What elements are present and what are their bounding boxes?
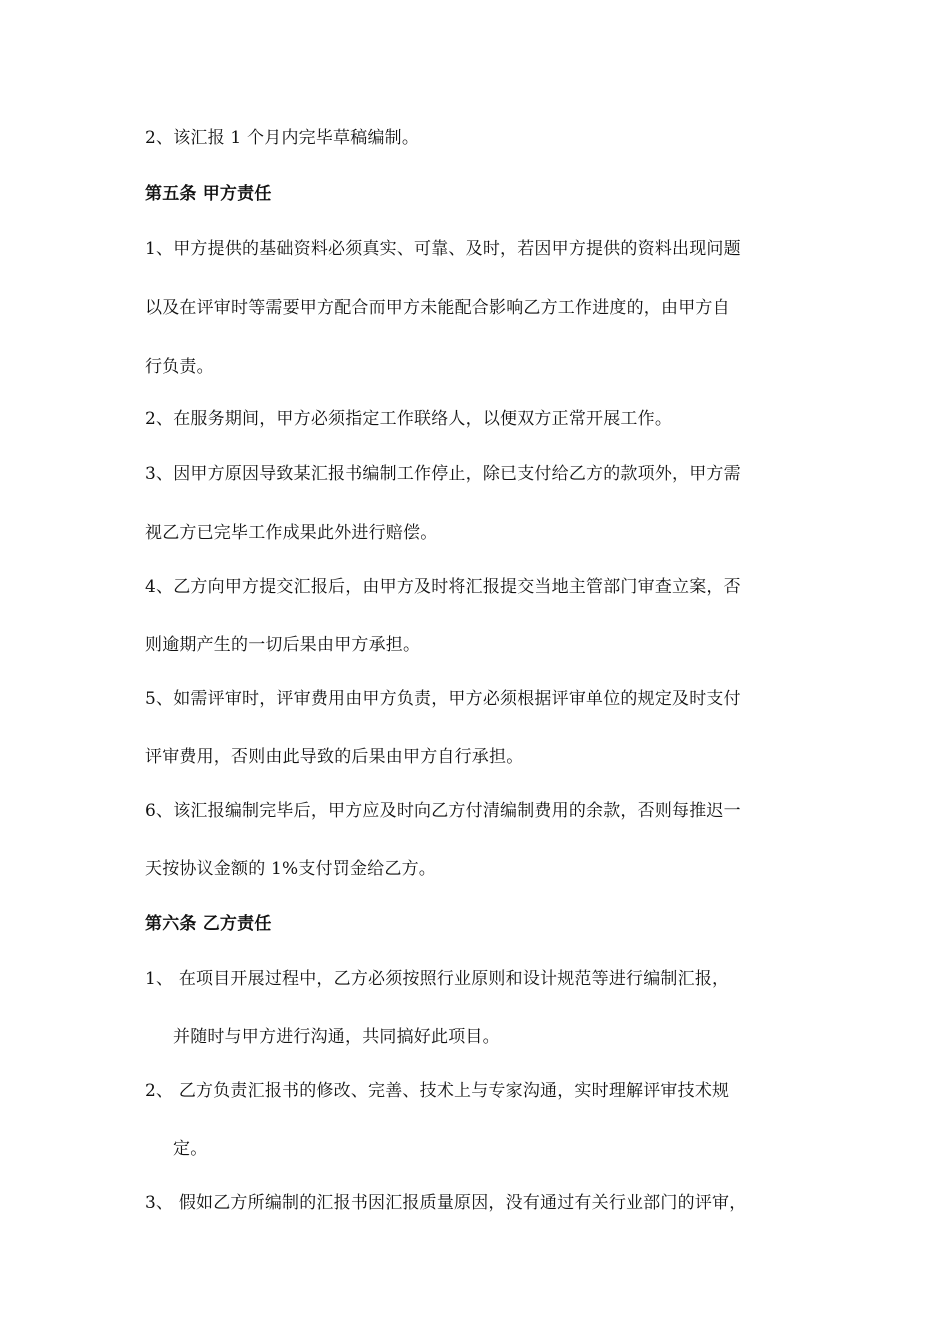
clause-5-item-2: 2、在服务期间，甲方必须指定工作联络人，以便双方正常开展工作。 [145,409,673,429]
clause-5-item-5-line-2: 评审费用，否则由此导致的后果由甲方自行承担。 [145,747,524,767]
clause-6-item-3-line-1: 3、 假如乙方所编制的汇报书因汇报质量原因，没有通过有关行业部门的评审， [145,1193,747,1213]
clause-5-item-1-line-3: 行负责。 [145,357,214,377]
clause-5-item-1-line-2: 以及在评审时等需要甲方配合而甲方未能配合影响乙方工作进度的，由甲方自 [145,298,730,318]
clause-5-item-6-line-1: 6、该汇报编制完毕后，甲方应及时向乙方付清编制费用的余款，否则每推迟一 [145,801,741,821]
clause-5-item-6-line-2: 天按协议金额的 1%支付罚金给乙方。 [145,859,436,879]
clause-6-item-2-line-1: 2、 乙方负责汇报书的修改、完善、技术上与专家沟通，实时理解评审技术规 [145,1081,730,1101]
clause-5-item-4-line-1: 4、乙方向甲方提交汇报后，由甲方及时将汇报提交当地主管部门审查立案，否 [145,577,741,597]
clause-6-item-1-line-1: 1、 在项目开展过程中，乙方必须按照行业原则和设计规范等进行编制汇报， [145,969,730,989]
clause-4-item-2: 2、该汇报 1 个月内完毕草稿编制。 [145,128,420,148]
clause-5-item-3-line-1: 3、因甲方原因导致某汇报书编制工作停止，除已支付给乙方的款项外，甲方需 [145,464,741,484]
clause-5-heading: 第五条 甲方责任 [145,184,272,204]
clause-6-item-2-line-2: 定。 [173,1139,208,1159]
clause-5-item-4-line-2: 则逾期产生的一切后果由甲方承担。 [145,635,421,655]
clause-6-item-1-line-2: 并随时与甲方进行沟通，共同搞好此项目。 [173,1027,500,1047]
clause-6-heading: 第六条 乙方责任 [145,914,272,934]
clause-5-item-3-line-2: 视乙方已完毕工作成果此外进行赔偿。 [145,523,438,543]
clause-5-item-1-line-1: 1、甲方提供的基础资料必须真实、可靠、及时，若因甲方提供的资料出现问题 [145,239,741,259]
clause-5-item-5-line-1: 5、如需评审时，评审费用由甲方负责，甲方必须根据评审单位的规定及时支付 [145,689,741,709]
